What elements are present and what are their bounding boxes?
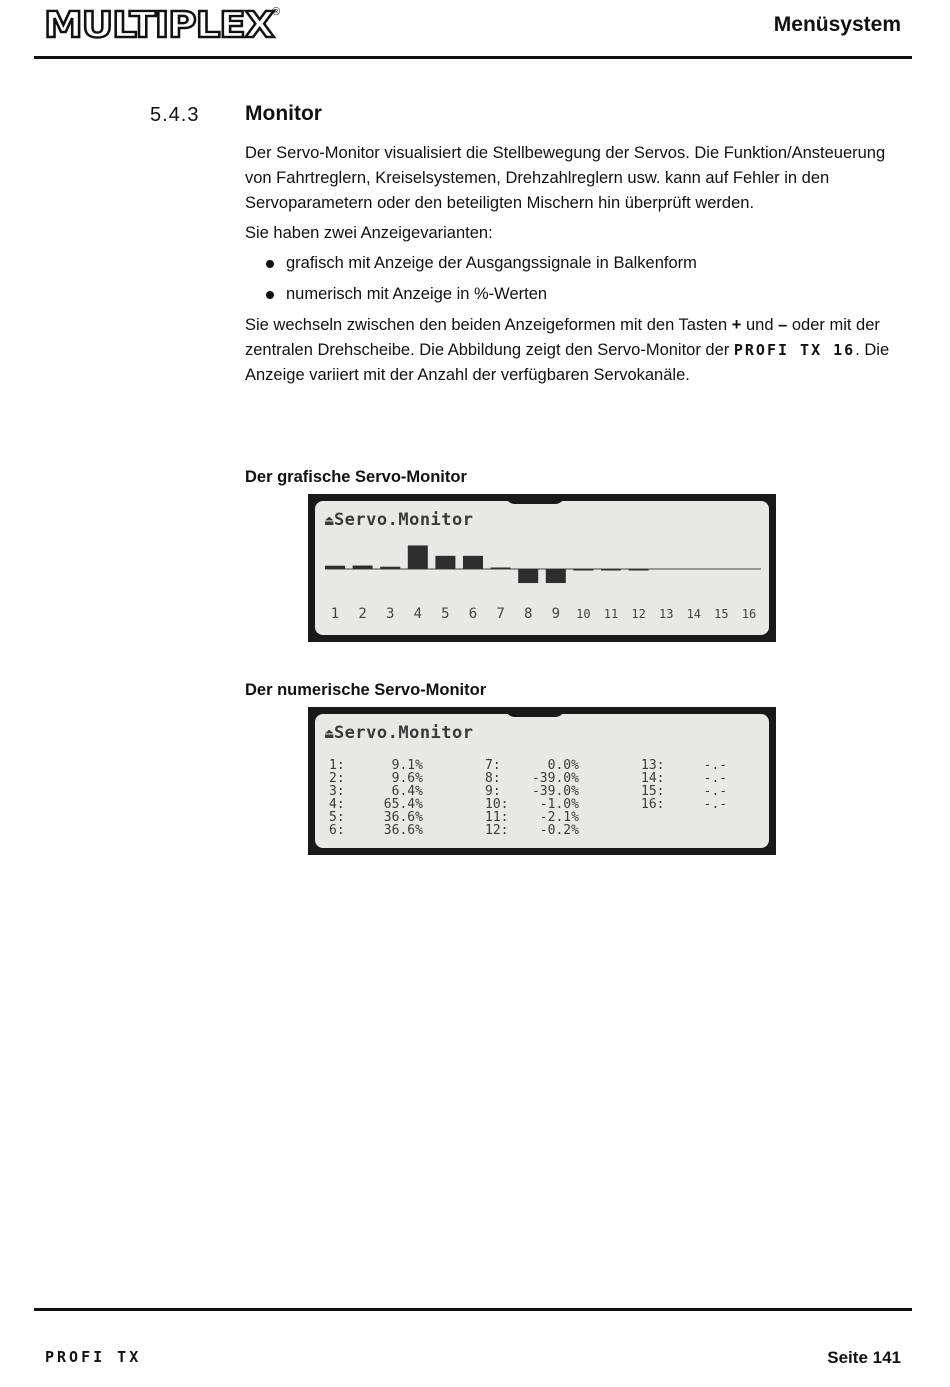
screen-notch: [505, 707, 565, 717]
header-title: Menüsystem: [773, 13, 901, 36]
channel-value: 12: -0.2%: [485, 823, 579, 838]
graphic-monitor-screen: [308, 494, 776, 642]
channel-bar-9: [546, 569, 566, 583]
registered-mark: ®: [272, 6, 281, 18]
channel-label-7: 7: [496, 606, 505, 622]
channel-value: 15: -.-: [641, 784, 728, 799]
text-span: Sie wechseln zwischen den beiden Anzeigeformen mit den Tasten: [245, 316, 732, 334]
paragraph-switch: [245, 313, 895, 388]
monitor-title: [325, 723, 474, 743]
channel-label-14: 14: [686, 607, 702, 621]
channel-bar-12: [629, 569, 649, 571]
channel-label-15: 15: [714, 607, 729, 621]
channel-value: 9: -39.0%: [485, 784, 579, 799]
servo-icon: ⏏: [325, 726, 334, 742]
header-rule: [34, 56, 912, 59]
channel-label-6: 6: [468, 606, 478, 622]
logo-text: MULTIPLEX: [44, 5, 274, 46]
numeric-monitor-screen: [308, 707, 776, 855]
paragraph-variants: Sie haben zwei Anzeigevarianten:: [245, 224, 493, 242]
footer-rule: [34, 1308, 912, 1311]
lcd-display: [315, 714, 769, 848]
channel-value: 1: 9.1%: [329, 758, 423, 773]
bar-chart: [315, 501, 769, 635]
channel-value: 8: -39.0%: [485, 771, 579, 786]
channel-label-3: 3: [385, 606, 395, 622]
plus-key: +: [731, 316, 742, 334]
bullet-icon: [266, 260, 274, 268]
channel-value: 11: -2.1%: [485, 810, 579, 825]
channel-label-5: 5: [441, 606, 450, 622]
channel-value: 16: -.-: [641, 797, 728, 812]
monitor-title-text: Servo.Monitor: [333, 510, 474, 530]
channel-value: 6: 36.6%: [329, 823, 423, 838]
body-text: [245, 141, 895, 393]
channel-bar-11: [601, 569, 621, 571]
footer-product: PROFI TX: [45, 1348, 142, 1366]
channel-value: 2: 9.6%: [329, 771, 423, 786]
channel-bar-4: [408, 545, 428, 569]
lcd-display: [315, 501, 769, 635]
monitor-title-text: Servo.Monitor: [333, 723, 474, 743]
channel-value: 4: 65.4%: [329, 797, 423, 812]
channel-label-1: 1: [330, 606, 340, 622]
channel-label-16: 16: [741, 607, 757, 621]
channel-label-9: 9: [551, 606, 561, 622]
list-item: [245, 282, 895, 307]
channel-value: 3: 6.4%: [329, 784, 423, 799]
paragraph-intro: Der Servo-Monitor visualisiert die Stellbewegung der Servos. Die Funktion/Ansteuerung von Fahrtreglern, Kreiselsystemen, Drehzahlreglern usw. kann auf Fehler in den Servoparametern oder den beteiligten Mischern hin überprüft werden.: [245, 144, 886, 212]
channel-label-10: 10: [576, 607, 591, 621]
servo-icon: ⏏: [325, 513, 334, 529]
variant-list: [245, 251, 895, 307]
channel-label-13: 13: [658, 607, 674, 621]
channel-label-12: 12: [631, 607, 646, 621]
text-span: oder mit der zentralen Drehscheibe. Die Abbildung zeigt den Servo-Monitor der: [245, 316, 880, 359]
channel-bar-5: [435, 556, 455, 569]
channel-bar-7: [491, 568, 511, 570]
list-item-text: grafisch mit Anzeige der Ausgangssignale in Balkenform: [286, 254, 697, 272]
channel-value: 14: -.-: [641, 771, 728, 786]
product-name: PROFI TX 16: [733, 341, 856, 359]
channel-label-2: 2: [358, 606, 367, 622]
caption-graphic: Der grafische Servo-Monitor: [245, 468, 467, 486]
bullet-icon: [266, 291, 274, 299]
text-span: und: [741, 316, 779, 334]
section-number: 5.4.3: [150, 104, 200, 126]
channel-value: 5: 36.6%: [329, 810, 423, 825]
list-item-text: numerisch mit Anzeige in %-Werten: [286, 285, 548, 303]
channel-bar-1: [325, 566, 345, 569]
channel-bar-2: [353, 566, 373, 569]
list-item: [245, 251, 895, 276]
value-column-1: [329, 759, 423, 837]
channel-bar-10: [573, 569, 593, 571]
channel-label-4: 4: [413, 606, 423, 622]
channel-value: 7: 0.0%: [485, 758, 579, 773]
channel-bar-8: [518, 569, 538, 583]
value-column-3: [641, 759, 727, 811]
page-number: Seite 141: [827, 1348, 901, 1367]
channel-bar-3: [380, 567, 400, 569]
caption-numeric: Der numerische Servo-Monitor: [245, 681, 487, 699]
section-title: Monitor: [245, 102, 322, 125]
minus-key: –: [778, 316, 788, 334]
channel-bar-6: [463, 556, 483, 569]
channel-value: 13: -.-: [641, 758, 728, 773]
text-span: . Die Anzeige variiert mit der Anzahl der verfügbaren Servokanäle.: [245, 341, 890, 384]
channel-label-8: 8: [523, 606, 533, 622]
channel-value: 10: -1.0%: [485, 797, 579, 812]
value-column-2: [485, 759, 579, 837]
channel-label-11: 11: [603, 607, 619, 621]
